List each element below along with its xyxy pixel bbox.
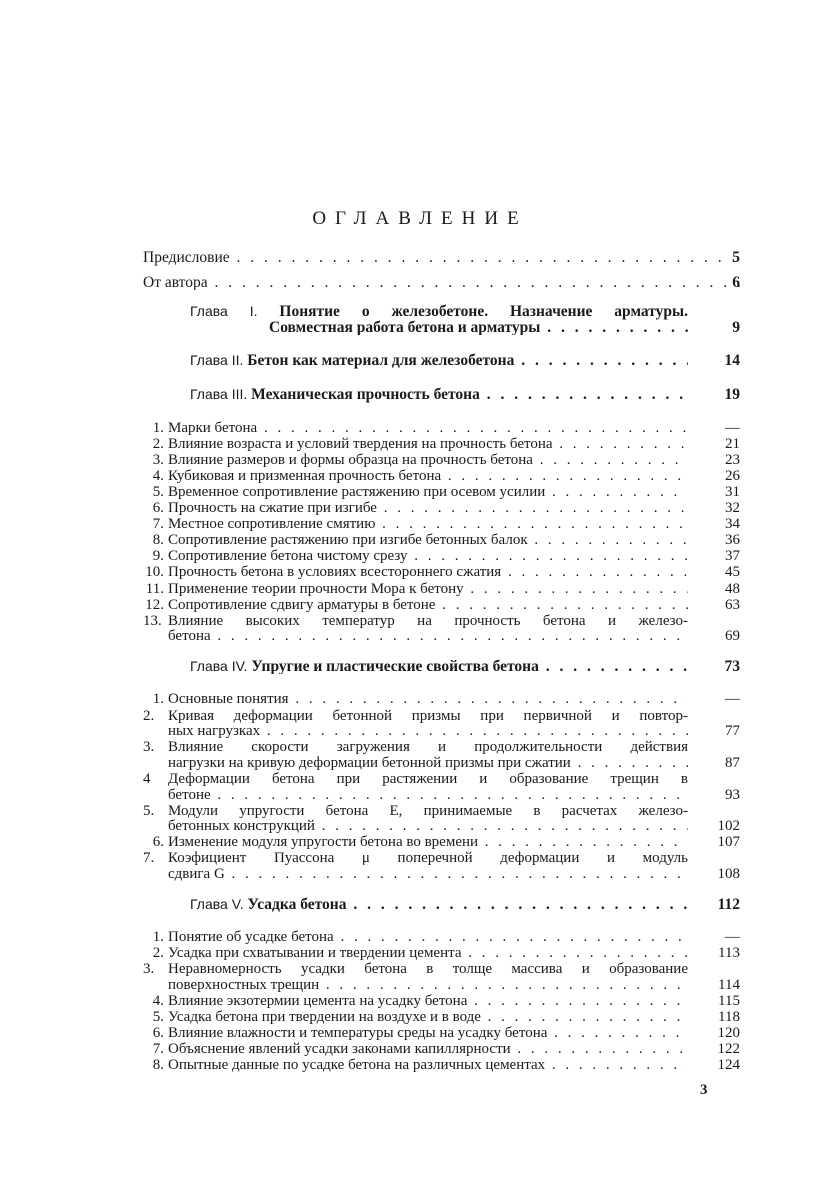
section-label xyxy=(143,1026,740,1042)
section-title: Неравномерность усадки бетона в толще массива и образование xyxy=(168,962,688,978)
section-page: 31 xyxy=(725,483,740,500)
section-number: 4. xyxy=(152,994,164,1010)
section-label xyxy=(143,962,740,993)
section-entry xyxy=(143,930,740,946)
section-number: 1. xyxy=(152,930,164,946)
section-page: 115 xyxy=(718,993,740,1010)
section-line xyxy=(143,533,688,549)
section-title: Влияние возраста и условий твердения на прочность бетона xyxy=(168,436,553,452)
section-page: 124 xyxy=(717,1057,740,1074)
chapter-entry xyxy=(143,897,740,913)
section-page: 107 xyxy=(717,834,740,851)
chapter-entry xyxy=(143,353,740,369)
chapter-title-line xyxy=(190,897,688,913)
chapter-number: Глава III. xyxy=(190,386,248,402)
section-entry xyxy=(143,517,740,533)
section-label xyxy=(143,485,740,501)
section-label xyxy=(143,1058,740,1074)
section-number: 2. xyxy=(152,946,164,962)
chapter-label xyxy=(143,304,740,335)
section-entry xyxy=(143,772,740,803)
section-entry xyxy=(143,709,740,740)
section-number: 7. xyxy=(152,1042,164,1058)
chapter-title-line xyxy=(190,659,688,675)
section-page: 21 xyxy=(725,435,740,452)
section-page: 77 xyxy=(725,723,740,740)
section-title: Сопротивление бетона чистому срезу xyxy=(168,549,408,565)
section-entry xyxy=(143,835,740,851)
front-entry-label: От автора . . . xyxy=(143,275,740,291)
section-line xyxy=(143,437,688,453)
section-line xyxy=(143,740,688,756)
section-line xyxy=(143,930,688,946)
section-page: 87 xyxy=(725,754,740,771)
section-title: Сопротивление сдвигу арматуры в бетоне xyxy=(168,597,436,613)
section-number: 5. xyxy=(143,803,155,819)
section-entry xyxy=(143,501,740,517)
section-number: 6. xyxy=(152,835,164,851)
section-title: Временное сопротивление растяжению при осевом усилии xyxy=(168,484,546,500)
section-line-2: бетоне . . . xyxy=(143,788,688,804)
section-title: Влияние высоких температур на прочность бетона и железо- xyxy=(168,613,688,629)
chapter-label xyxy=(143,353,740,369)
section-number: 1. xyxy=(152,692,164,708)
section-label xyxy=(143,614,740,645)
section-entry xyxy=(143,1058,740,1074)
section-number: 8. xyxy=(152,1058,164,1074)
section-title: Усадка при схватывании и твердении цемента xyxy=(168,946,462,962)
section-label xyxy=(143,437,740,453)
chapter-number: Глава I. xyxy=(190,304,258,320)
section-title: Влияние экзотермии цемента на усадку бетона xyxy=(168,994,468,1010)
section-number: 6. xyxy=(152,501,164,517)
section-number: 12. xyxy=(145,597,164,613)
section-line xyxy=(143,501,688,517)
front-entry-page: 5 xyxy=(732,249,740,266)
section-label xyxy=(143,1010,740,1026)
section-number: 13. xyxy=(143,613,162,629)
section-list xyxy=(143,930,740,1074)
section-entry xyxy=(143,994,740,1010)
section-line xyxy=(143,469,688,485)
section-line xyxy=(143,549,688,565)
section-line xyxy=(143,565,688,581)
section-title: Сопротивление растяжению при изгибе бетонных балок xyxy=(168,533,528,549)
section-number: 9. xyxy=(152,549,164,565)
section-title: Кривая деформации бетонной призмы при первичной и повтор- xyxy=(168,708,688,724)
section-line-2: сдвига G . . . xyxy=(143,867,688,883)
section-page: 23 xyxy=(725,451,740,468)
section-label xyxy=(143,851,740,882)
section-title: Объяснение явлений усадки законами капиллярности xyxy=(168,1042,511,1058)
section-number: 2. xyxy=(152,436,164,452)
section-title: Прочность бетона в условиях всестороннего сжатия xyxy=(168,565,502,581)
section-title: Опытные данные по усадке бетона на различных цементах xyxy=(168,1058,546,1074)
section-entry xyxy=(143,614,740,645)
section-page: 37 xyxy=(725,548,740,565)
section-entry xyxy=(143,533,740,549)
chapter-page: 14 xyxy=(724,352,740,370)
section-title: Усадка бетона при твердении на воздухе и в воде xyxy=(168,1010,481,1026)
chapter-entry xyxy=(143,659,740,675)
section-entry xyxy=(143,598,740,614)
section-number: 3. xyxy=(143,740,155,756)
section-list xyxy=(143,421,740,645)
section-page: 45 xyxy=(725,564,740,581)
section-label xyxy=(143,469,740,485)
chapter-page: 112 xyxy=(717,895,740,913)
section-number: 1. xyxy=(152,420,164,436)
section-number: 10. xyxy=(145,565,164,581)
section-number: 8. xyxy=(152,533,164,549)
chapter-label xyxy=(143,659,740,675)
section-number: 4. xyxy=(152,468,164,484)
section-number: 3. xyxy=(152,452,164,468)
section-line xyxy=(143,946,688,962)
section-page: 118 xyxy=(718,1009,740,1026)
section-number: 5. xyxy=(152,1010,164,1026)
section-line xyxy=(143,614,688,630)
section-entry xyxy=(143,740,740,771)
section-page: 34 xyxy=(725,516,740,533)
section-entry xyxy=(143,804,740,835)
section-page: — xyxy=(725,419,740,436)
section-line xyxy=(143,994,688,1010)
section-entry xyxy=(143,946,740,962)
section-line xyxy=(143,598,688,614)
front-entry-label: Предисловие . . . xyxy=(143,250,740,266)
section-line xyxy=(143,835,688,851)
section-entry xyxy=(143,851,740,882)
section-line xyxy=(143,453,688,469)
section-line xyxy=(143,1042,688,1058)
section-label xyxy=(143,930,740,946)
section-line xyxy=(143,692,688,708)
front-entry-page: 6 xyxy=(732,273,740,291)
section-title: Кубиковая и призменная прочность бетона xyxy=(168,468,442,484)
section-label xyxy=(143,804,740,835)
section-number: 3. xyxy=(143,962,155,978)
section-entry xyxy=(143,582,740,598)
section-page: 120 xyxy=(717,1025,740,1042)
chapter-number: Глава IV. xyxy=(190,658,248,674)
section-line-2: нагрузки на кривую деформации бетонной призмы при сжатии . . . xyxy=(143,756,688,772)
section-line-2: бетона . . . xyxy=(143,629,688,645)
chapter-title: Механическая прочность бетона xyxy=(251,386,480,403)
section-page: 102 xyxy=(717,818,740,835)
section-line-2: поверхностных трещин . . . xyxy=(143,978,688,994)
section-title: Местное сопротивление смятию xyxy=(168,517,376,533)
section-number: 7. xyxy=(143,851,155,867)
section-label xyxy=(143,692,740,708)
section-entry xyxy=(143,485,740,501)
section-entry xyxy=(143,962,740,993)
section-number: 7. xyxy=(152,517,164,533)
chapter-title: Усадка бетона xyxy=(247,896,347,913)
section-entry xyxy=(143,692,740,708)
section-title: Марки бетона xyxy=(168,420,258,436)
chapter-title-line xyxy=(190,304,688,320)
section-line xyxy=(143,851,688,867)
chapter-page: 19 xyxy=(724,385,740,403)
section-line xyxy=(143,485,688,501)
section-entry xyxy=(143,1026,740,1042)
section-page: 93 xyxy=(725,786,740,803)
chapter-entry xyxy=(143,387,740,403)
chapter-title-line xyxy=(190,353,688,369)
chapter-title: Упругие и пластические свойства бетона xyxy=(251,658,539,675)
section-entry xyxy=(143,469,740,485)
chapter-page: 9 xyxy=(732,318,740,336)
section-label xyxy=(143,946,740,962)
section-label xyxy=(143,740,740,771)
section-list xyxy=(143,692,740,882)
chapter-title: Бетон как материал для железобетона xyxy=(247,353,515,369)
front-entry xyxy=(143,275,740,291)
section-line xyxy=(143,709,688,725)
section-label xyxy=(143,772,740,803)
section-page: 108 xyxy=(717,866,740,882)
section-page: 36 xyxy=(725,532,740,549)
section-line xyxy=(143,772,688,788)
section-number: 11. xyxy=(145,581,164,597)
section-title: Коэфициент Пуассона μ поперечной деформации и модуль xyxy=(168,851,688,867)
section-label xyxy=(143,501,740,517)
table-of-contents xyxy=(143,250,740,1088)
section-page: 48 xyxy=(725,580,740,597)
section-entry xyxy=(143,1010,740,1026)
section-line xyxy=(143,1058,688,1074)
section-page: 113 xyxy=(718,945,740,962)
front-entry xyxy=(143,250,740,266)
section-page: 69 xyxy=(725,628,740,645)
section-title: Деформации бетона при растяжении и образование трещин в xyxy=(168,771,688,787)
section-title: Применение теории прочности Мора к бетону xyxy=(168,581,464,597)
section-entry xyxy=(143,421,740,437)
section-title: Изменение модуля упругости бетона во времени xyxy=(168,835,479,851)
section-line-2: бетонных конструкций . . . xyxy=(143,819,688,835)
section-title: Влияние размеров и формы образца на прочность бетона xyxy=(168,452,533,468)
chapter-title-line xyxy=(190,387,688,403)
section-page: 32 xyxy=(725,500,740,517)
chapter-label xyxy=(143,897,740,913)
chapter-title-line-2: Совместная работа бетона и арматуры . . . xyxy=(190,320,688,336)
chapter-title: Понятие о железобетоне. Назначение арматуры. xyxy=(279,304,688,321)
section-entry xyxy=(143,1042,740,1058)
section-line xyxy=(143,962,688,978)
section-label xyxy=(143,421,740,437)
section-line xyxy=(143,1026,688,1042)
chapter-number: Глава II. xyxy=(190,353,244,369)
section-number: 4 xyxy=(143,771,151,787)
section-line xyxy=(143,804,688,820)
section-title: Основные понятия xyxy=(168,692,289,708)
page-title: ОГЛАВЛЕНИЕ xyxy=(312,208,528,229)
section-page: — xyxy=(725,929,740,946)
section-title: Модули упругости бетона E, принимаемые в расчетах железо- xyxy=(168,803,688,819)
section-label xyxy=(143,598,740,614)
section-entry xyxy=(143,549,740,565)
section-line xyxy=(143,421,688,437)
section-entry xyxy=(143,437,740,453)
section-page: — xyxy=(725,691,740,708)
section-title: Прочность на сжатие при изгибе xyxy=(168,501,377,517)
chapter-number: Глава V. xyxy=(190,896,244,912)
section-page: 63 xyxy=(725,596,740,613)
page-number: 3 xyxy=(700,1082,708,1098)
section-label xyxy=(143,582,740,598)
section-label xyxy=(143,994,740,1010)
section-title: Влияние скорости загружения и продолжительности действия xyxy=(168,740,688,756)
section-title: Понятие об усадке бетона xyxy=(168,930,334,946)
section-line xyxy=(143,517,688,533)
section-label xyxy=(143,533,740,549)
section-label xyxy=(143,1042,740,1058)
section-line xyxy=(143,1010,688,1026)
chapter-entry xyxy=(143,304,740,335)
chapter-label xyxy=(143,387,740,403)
section-number: 5. xyxy=(152,484,164,500)
section-label xyxy=(143,549,740,565)
section-page: 26 xyxy=(725,467,740,484)
section-page: 122 xyxy=(717,1041,740,1058)
section-label xyxy=(143,709,740,740)
section-label xyxy=(143,453,740,469)
section-label xyxy=(143,835,740,851)
section-line xyxy=(143,582,688,598)
section-line-2: ных нагрузках . . . xyxy=(143,724,688,740)
section-title: Влияние влажности и температуры среды на усадку бетона xyxy=(168,1026,548,1042)
section-entry xyxy=(143,565,740,581)
section-number: 6. xyxy=(152,1026,164,1042)
section-number: 2. xyxy=(143,708,155,724)
section-label xyxy=(143,565,740,581)
chapter-page: 73 xyxy=(724,657,740,675)
section-label xyxy=(143,517,740,533)
section-page: 114 xyxy=(718,976,740,993)
section-entry xyxy=(143,453,740,469)
